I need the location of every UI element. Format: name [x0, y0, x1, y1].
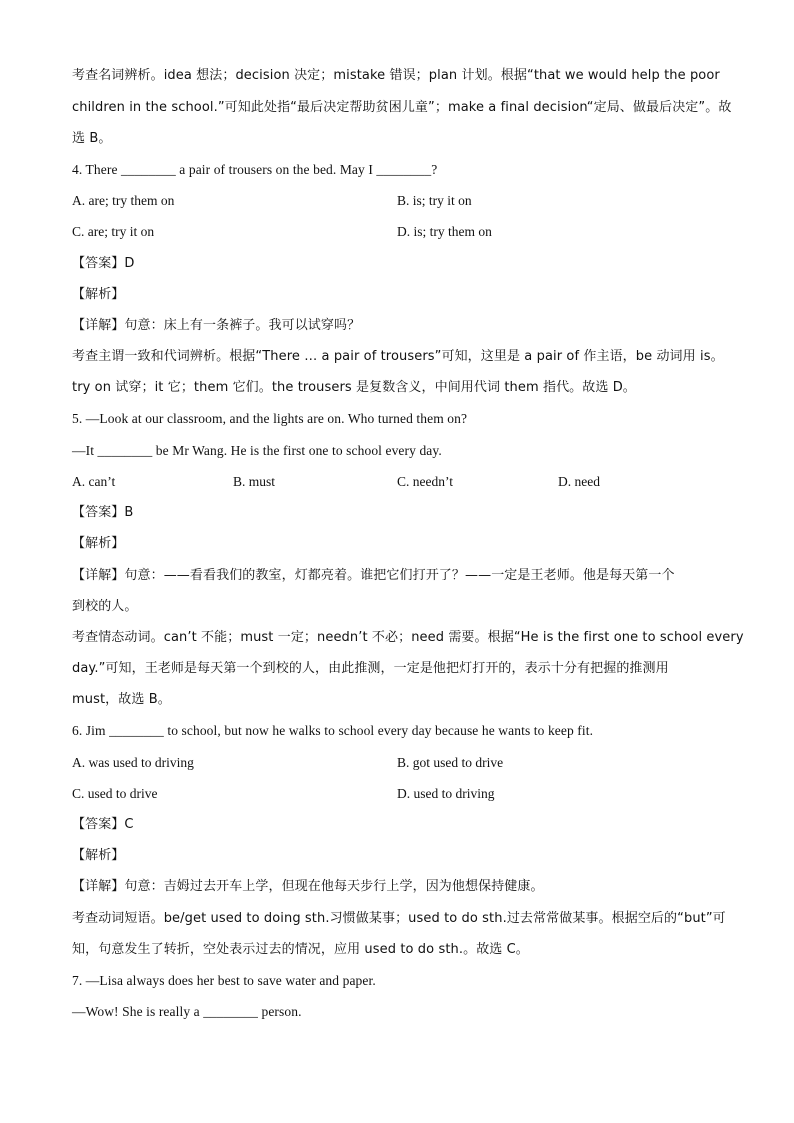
question-4-stem: 4. There ________ a pair of trousers on the bed. May I ________?	[72, 162, 438, 177]
q4-analysis-label: 【解析】	[72, 287, 125, 302]
q6-option-b: B. got used to drive	[397, 755, 504, 770]
question-7-stem-2: —Wow! She is really a ________ person.	[72, 1004, 302, 1019]
question-5-stem-2: —It ________ be Mr Wang. He is the first one to school every day.	[72, 443, 442, 458]
q5-analysis-label: 【解析】	[72, 536, 125, 551]
q5-explain-line: day.”可知，王老师是每天第一个到校的人，由此推测，一定是他把灯打开的，表示十分有把握的推测用	[72, 661, 669, 676]
q5-option-d: D. need	[558, 474, 600, 489]
q5-explain-line: 考查情态动词。can’t 不能；must 一定；needn’t 不必；need 需要。根据“He is the first one to school every	[72, 630, 744, 645]
q6-answer: 【答案】C	[72, 817, 134, 832]
text-line: 考查名词辨析。idea 想法；decision 决定；mistake 错误；plan 计划。根据“that we would help the poor	[72, 68, 720, 83]
question-7-stem: 7. —Lisa always does her best to save water and paper.	[72, 973, 376, 988]
q5-explain-line: must，故选 B。	[72, 692, 171, 707]
q4-option-b: B. is; try it on	[397, 193, 472, 208]
q4-option-c: C. are; try it on	[72, 224, 155, 239]
question-5-stem: 5. —Look at our classroom, and the lights are on. Who turned them on?	[72, 411, 468, 426]
q4-answer: 【答案】D	[72, 256, 135, 271]
q5-option-b: B. must	[233, 474, 276, 489]
q6-analysis-label: 【解析】	[72, 848, 125, 863]
q5-option-a: A. can’t	[72, 474, 116, 489]
q6-explain-line: 考查动词短语。be/get used to doing sth.习惯做某事；used to do sth.过去常常做某事。根据空后的“but”可	[72, 911, 726, 926]
q4-explain-line: 考查主谓一致和代词辨析。根据“There … a pair of trousers”可知，这里是 a pair of 作主语，be 动词用 is。	[72, 349, 724, 364]
q5-detail-line: 【详解】句意：——看看我们的教室，灯都亮着。谁把它们打开了？——一定是王老师。他是每天第一个	[72, 568, 675, 583]
q4-detail: 【详解】句意：床上有一条裤子。我可以试穿吗？	[72, 318, 361, 333]
q6-option-c: C. used to drive	[72, 786, 158, 801]
text-line: 选 B。	[72, 131, 112, 146]
q5-option-c: C. needn’t	[397, 474, 453, 489]
q6-detail: 【详解】句意：吉姆过去开车上学，但现在他每天步行上学，因为他想保持健康。	[72, 879, 544, 894]
q4-option-d: D. is; try them on	[397, 224, 492, 239]
q6-option-a: A. was used to driving	[72, 755, 194, 770]
text-line: children in the school.”可知此处指“最后决定帮助贫困儿童”；make a final decision“定局、做最后决定”。故	[72, 100, 732, 115]
q5-detail-line: 到校的人。	[72, 599, 138, 614]
q5-answer: 【答案】B	[72, 505, 134, 520]
q6-explain-line: 知，句意发生了转折，空处表示过去的情况，应用 used to do sth.。故选 C。	[72, 942, 529, 957]
q4-option-a: A. are; try them on	[72, 193, 175, 208]
question-6-stem: 6. Jim ________ to school, but now he walks to school every day because he wants to keep fit.	[72, 723, 594, 738]
q6-option-d: D. used to driving	[397, 786, 495, 801]
q4-explain-line: try on 试穿；it 它；them 它们。the trousers 是复数含义，中间用代词 them 指代。故选 D。	[72, 380, 636, 395]
